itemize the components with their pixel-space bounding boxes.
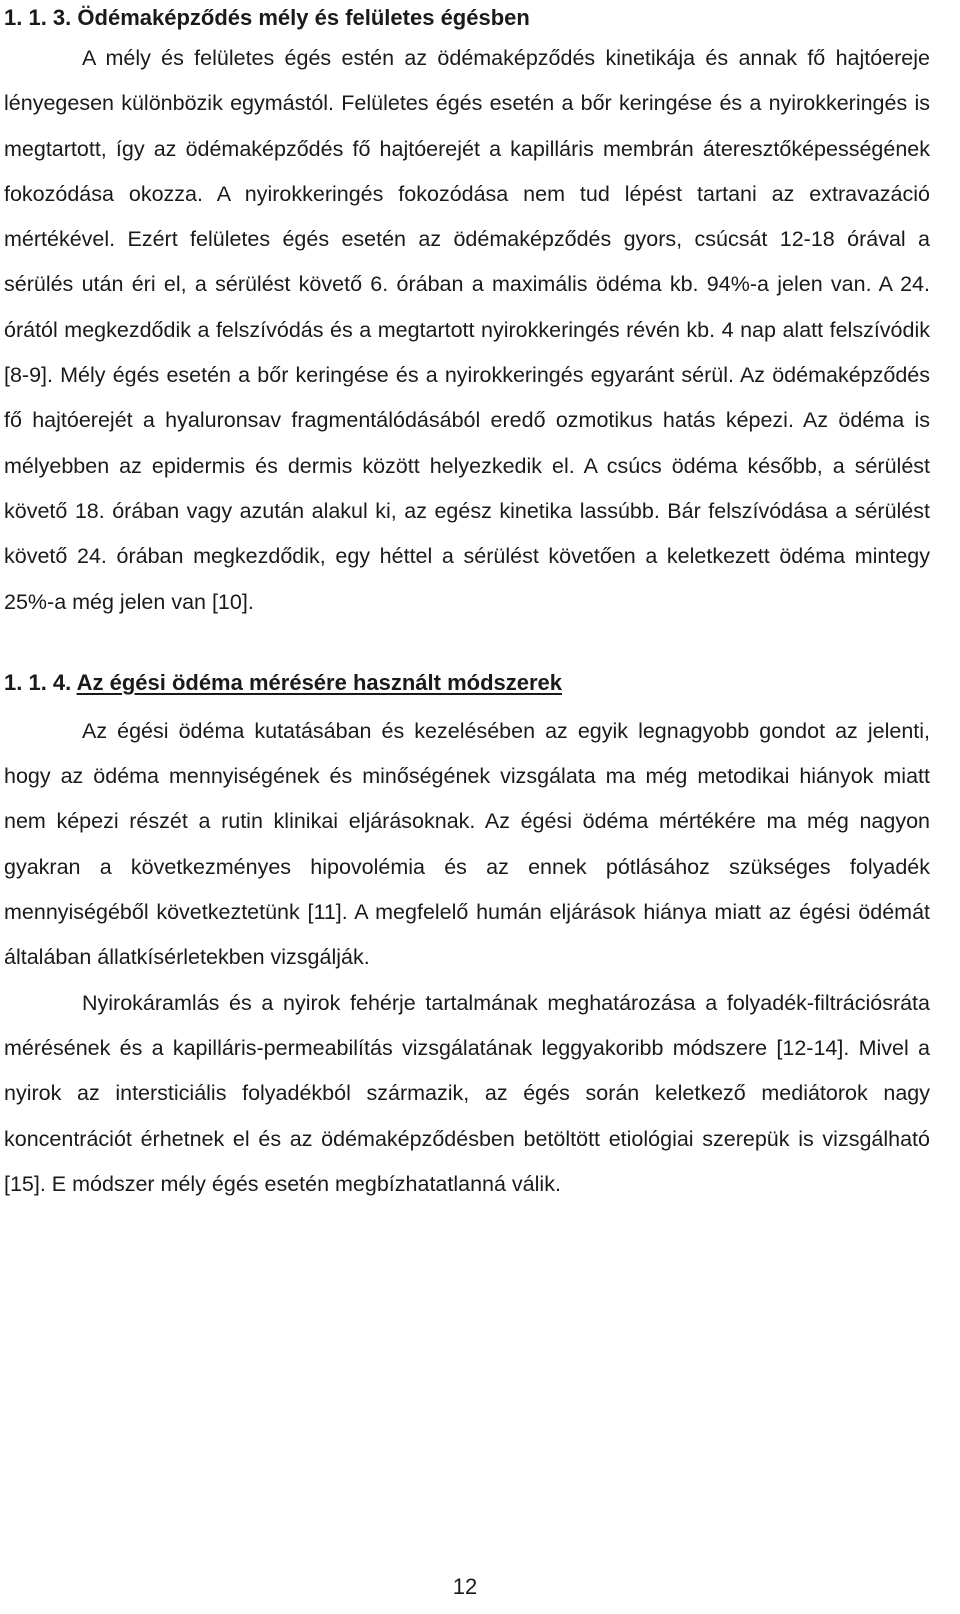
section-heading [4,0,930,34]
body-paragraph: A mély és felületes égés estén az ödémaképződés kinetikája és annak fő hajtóereje lényegesen különbözik egymástól. Felületes égés esetén a bőr keringése és a nyirokkeringés is megtartott, így az ödémaképződés fő hajtóerejét a kapilláris membrán áteresztőképességének fokozódása okozza. A nyirokkeringés fokozódása nem tud lépést tartani az extravazáció mértékével. Ezért felületes égés esetén az ödémaképződés gyors, csúcsát 12-18 órával a sérülés után éri el, a sérülést követő 6. órában a maximális ödéma kb. 94%-a jelen van. A 24. órától megkezdődik a felszívódás és a megtartott nyirokkeringés révén kb. 4 nap alatt felszívódik [8-9]. Mély égés esetén a bőr keringése és a nyirokkeringés egyaránt sérül. Az ödémaképződés fő hajtóerejét a hyaluronsav fragmentálódásából eredő ozmotikus hatás képezi. Az ödéma is mélyebben az epidermis és dermis között helyezkedik el. A csúcs ödéma később, a sérülést követő 18. órában vagy azután alakul ki, az egész kinetika lassúbb. Bár felszívódása a sérülést követő 24. órában megkezdődik, egy héttel a sérülést követően a keletkezett ödéma mintegy 25%-a még jelen van [10]. [4,46,930,614]
body-paragraph: Nyirokáramlás és a nyirok fehérje tartalmának meghatározása a folyadék-filtrációsráta mérésének és a kapilláris-permeabilítás vizsgálatának leggyakoribb módszere [12-14]. Mivel a nyirok az intersticiális folyadékból származik, az égés során keletkező mediátorok nagy koncentrációt érhetnek el és az ödémaképződésben betöltött etiológiai szerepük is vizsgálható [15]. E módszer mély égés esetén megbízhatatlanná válik. [4,990,930,1196]
document-page [4,0,930,1207]
section-title: Ödémaképződés mély és felületes égésben [77,5,530,30]
section-1-1-3 [4,0,930,625]
body-paragraph: Az égési ödéma kutatásában és kezelésében az egyik legnagyobb gondot az jelenti, hogy az ödéma mennyiségének és minőségének vizsgálata ma még metodikai hiányok miatt nem képezi részét a rutin klinikai eljárásoknak. Az égési ödéma mértékére ma még nagyon gyakran a következményes hipovolémia és az ennek pótlásához szükséges folyadék mennyiségéből következtetünk [11]. A megfelelő humán eljárások hiánya miatt az égési ödémát általában állatkísérletekben vizsgálják. [4,718,930,970]
section-number: 1. 1. 3. [4,5,72,30]
section-title: Az égési ödéma mérésére használt módszerek [76,669,563,695]
section-number: 1. 1. 4. [4,669,72,695]
page-number: 12 [452,1574,478,1599]
section-heading [4,665,930,699]
section-1-1-4 [4,665,930,1207]
